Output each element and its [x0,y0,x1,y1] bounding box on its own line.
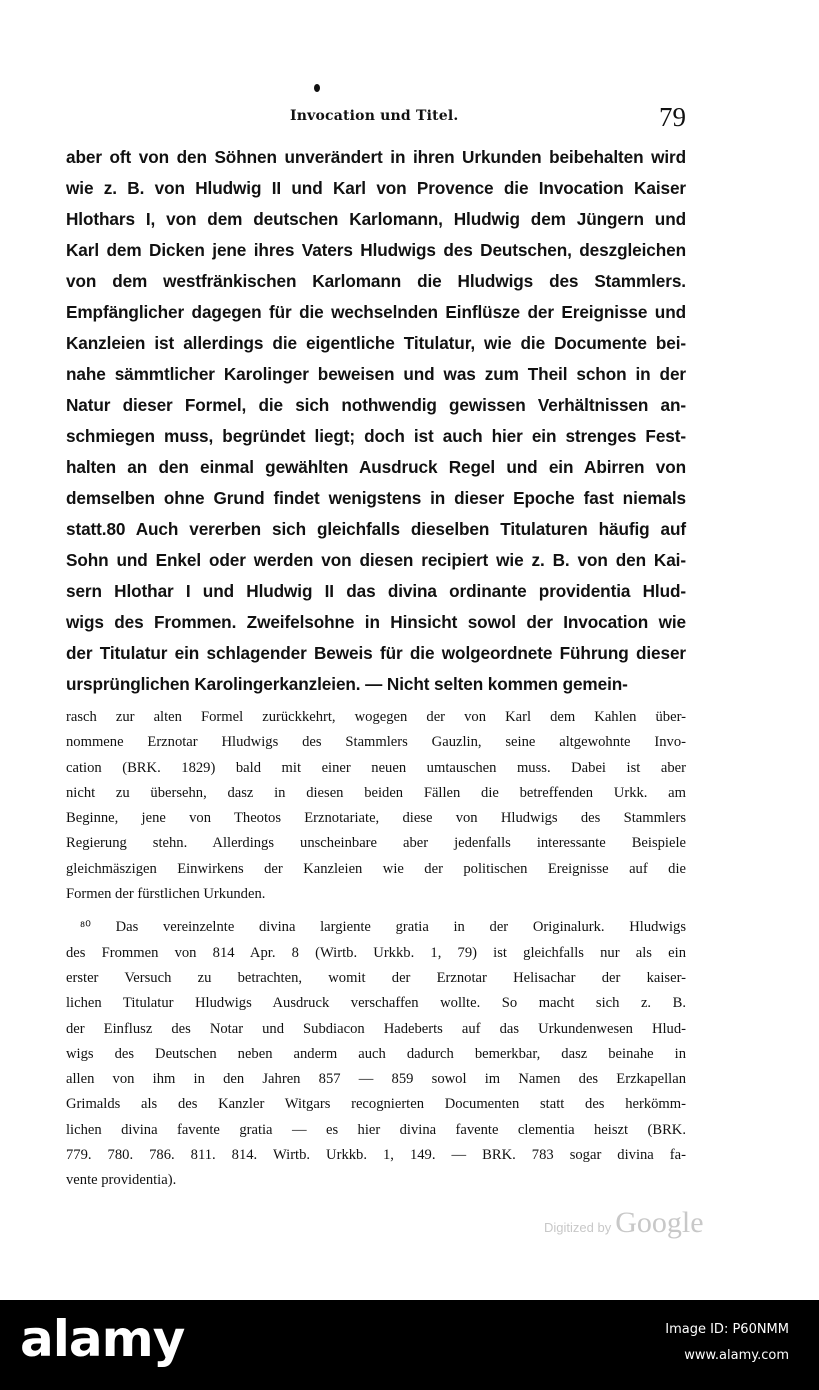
footnote-80-line: ⁸⁰ Das vereinzelnte divina largiente gratia in der Originalurk. Hludwigs [80,919,686,936]
footnote-80-line: vente providentia). [66,1172,177,1189]
footnote-80-line: der Einflusz des Notar und Subdiacon Hadeberts auf das Urkundenwesen Hlud- [66,1020,686,1037]
main-line: schmiegen muss, begründet liegt; doch ist auch hier ein strenges Fest- [66,426,686,446]
google-watermark [544,1206,704,1240]
footnote-80-line: wigs des Deutschen neben anderm auch dadurch bemerkbar, dasz beinahe in [66,1045,686,1062]
footnote-80-line: allen von ihm in den Jahren 857 — 859 sowol im Namen des Erzkapellan [66,1071,686,1088]
footnote-line: gleichmäszigen Einwirkens der Kanzleien wie der politischen Ereignisse auf die [66,860,686,877]
main-line: von dem westfränkischen Karlomann die Hludwigs des Stammlers. [66,271,686,291]
image-id: Image ID: P60NMM [665,1322,789,1337]
footnote-80-line: Grimalds als des Kanzler Witgars recognierten Documenten statt des herkömm- [66,1096,686,1113]
main-line: aber oft von den Söhnen unverändert in ihren Urkunden beibehalten wird [66,147,686,167]
page-header [66,102,686,132]
main-line: Sohn und Enkel oder werden von diesen recipiert wie z. B. von den Kai- [66,550,686,570]
footnote-gap [66,907,686,915]
footnote-80-line: erster Versuch zu betrachten, womit der Erznotar Helisachar der kaiser- [66,969,686,986]
footnote-80-line: 779. 780. 786. 811. 814. Wirtb. Urkkb. 1, 149. — BRK. 783 sogar divina fa- [66,1147,686,1164]
alamy-url: www.alamy.com [684,1348,789,1363]
main-line: wigs des Frommen. Zweifelsohne in Hinsicht sowol der Invocation wie [66,612,686,632]
footnotes [66,705,686,1194]
main-text [66,142,686,700]
footnote-line: rasch zur alten Formel zurückkehrt, wogegen der von Karl dem Kahlen über- [66,709,686,725]
main-line: Kanzleien ist allerdings die eigentliche Titulatur, wie die Documente bei- [66,333,686,353]
main-line: ursprünglichen Karolingerkanzleien. — Nicht selten kommen gemein- [66,674,628,694]
page-number: 79 [659,102,686,132]
main-line: demselben ohne Grund findet wenigstens in dieser Epoche fast niemals [66,488,686,508]
main-line: halten an den einmal gewählten Ausdruck Regel und ein Abirren von [66,457,686,477]
main-line: sern Hlothar I und Hludwig II das divina ordinante providentia Hlud- [66,581,686,601]
main-line: Hlothars I, von dem deutschen Karlomann, Hludwig dem Jüngern und [66,209,686,229]
footnote-line: Beginne, jene von Theotos Erznotariate, diese von Hludwigs des Stammlers [66,810,686,827]
main-line: Natur dieser Formel, die sich nothwendig gewissen Verhältnissen an- [66,395,686,415]
google-logo: Google [615,1206,704,1239]
footnote-80-line: lichen divina favente gratia — es hier divina favente clementia heiszt (BRK. [66,1121,686,1138]
running-title: Invocation und Titel. [290,108,459,124]
main-line: wie z. B. von Hludwig II und Karl von Provence die Invocation Kaiser [66,178,686,198]
main-line: Karl dem Dicken jene ihres Vaters Hludwigs des Deutschen, deszgleichen [66,240,686,260]
main-line: Empfänglicher dagegen für die wechselnden Einflüsze der Ereignisse und [66,302,686,322]
footnote-line: nicht zu übersehn, dasz in diesen beiden Fällen die betreffenden Urkk. am [66,784,686,801]
footnote-line: cation (BRK. 1829) bald mit einer neuen umtauschen muss. Dabei ist aber [66,759,686,776]
main-line: nahe sämmtlicher Karolinger beweisen und was zum Theil schon in der [66,364,686,384]
main-line: statt.80 Auch vererben sich gleichfalls dieselben Titulaturen häufig auf [66,519,686,539]
footnote-line: Formen der fürstlichen Urkunden. [66,886,266,903]
digitized-by-label: Digitized by [544,1220,612,1235]
footnote-line: Regierung stehn. Allerdings unscheinbare aber jedenfalls interessante Beispiele [66,835,686,852]
footnote-80-line: des Frommen von 814 Apr. 8 (Wirtb. Urkkb. 1, 79) ist gleichfalls nur als ein [66,944,686,961]
printer-dot [314,84,320,92]
main-line: der Titulatur ein schlagender Beweis für die wolgeordnete Führung dieser [66,643,686,663]
footnote-80-line: lichen Titulatur Hludwigs Ausdruck verschaffen wollte. So macht sich z. B. [66,995,686,1012]
alamy-logo: alamy [20,1310,185,1368]
footnote-line: nommene Erznotar Hludwigs des Stammlers Gauzlin, seine altgewohnte Invo- [66,734,686,751]
